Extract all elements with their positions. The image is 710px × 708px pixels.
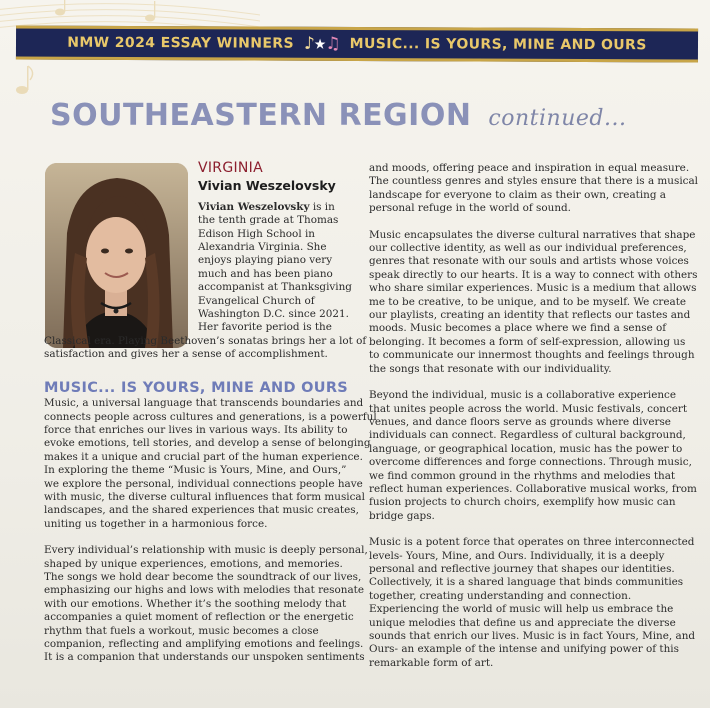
paragraph-line: venues, and dance floors serve as grounds where diverse [369,415,671,428]
paragraph-line: unique melodies that define us and appreciate the diverse [369,616,676,629]
paragraph-line: belonging. It becomes a form of self-expression, allowing us [369,335,686,348]
paragraph-line: Every individual’s relationship with music is deeply personal, [44,544,368,557]
paragraph-line: shaped by unique experiences, emotions, and memories. [44,557,343,570]
paragraph-line: remarkable form of art. [369,656,494,669]
paragraph-line: In exploring the theme “Music is Yours, Mine, and Ours,” [44,464,347,477]
paragraph-line: makes it a unique and crucial part of the human experience. [44,450,363,463]
bio-line: satisfaction and gives her a sense of accomplishment. [44,348,328,361]
paragraph-line: reflect human experiences. Collaborative musical works, from [369,482,697,495]
bio-line: Evangelical Church of [198,294,315,307]
bio-line: accompanist at Thanksgiving [198,281,352,294]
essay-right-paragraphs [369,162,698,670]
paragraph-line: our collective identity, as well as our individual preferences, [369,242,687,255]
paragraph-line: moods. Music becomes a place where we find a sense of [369,322,667,335]
essay-paragraph [44,397,377,531]
paragraph-line: The songs we hold dear become the soundtrack of our lives, [44,570,362,583]
paragraph-line: genres that resonate with our souls and artists whose voices [369,255,689,268]
paragraph-line: evoke emotions, tell stories, and develop a sense of belonging [44,437,371,450]
paragraph-line: levels- Yours, Mine, and Ours. Individually, it is a deeply [369,549,665,562]
bio-line: Classical era. Playing Beethoven’s sonatas brings her a lot of [44,334,367,347]
essay-left-paragraphs [44,397,377,665]
bio-line: Edison High School in [198,227,315,240]
essay-paragraph [44,544,368,665]
paragraph-line: fusion projects to church choirs, exemplify how music can [369,496,676,509]
left-column [44,160,377,678]
paragraph-line: The countless genres and styles ensure that there is a musical [369,175,698,188]
bio-line: Alexandria Virginia. She [198,241,327,254]
essay-paragraph [369,162,698,216]
winner-bio [44,200,367,362]
bio-line: Washington D.C. since 2021. [198,308,349,321]
essay-paragraph [369,389,697,523]
bio-line: enjoys playing piano very [198,254,333,267]
winner-name: Vivian Weszelovsky [198,178,336,194]
bio-line [198,201,339,214]
paragraph-line: Collectively, it is a shared language that binds communities [369,576,684,589]
paragraph-line: with music, the diverse cultural influences that form musical [44,490,365,503]
paragraph-line: me to be creative, to be unique, and to be myself. We create [369,295,687,308]
bio-line: the tenth grade at Thomas [198,214,339,227]
paragraph-line: connects people across cultures and generations, is a powerful [44,410,377,423]
paragraph-line: who share similar experiences. Music is a medium that allows [369,282,697,295]
paragraph-line: bridge gaps. [369,509,435,522]
paragraph-line: the songs that resonate with our individuality. [369,362,612,375]
paragraph-line: accompanies a quiet moment of reflection or the energetic [44,611,354,624]
paragraph-line: landscape for everyone to claim as their own, creating a [369,188,666,201]
essay-paragraph [369,228,698,376]
music-notes-icon: ♪★♫ [303,33,340,54]
region-heading [50,98,626,133]
paragraph-line: we find common ground in the rhythms and melodies that [369,469,676,482]
paragraph-line: Ours- an example of the intense and unifying power of this [369,643,679,656]
essay-title: MUSIC... IS YOURS, MINE AND OURS [44,379,349,396]
paragraph-line: our playlists, creating an identity that reflects our tastes and [369,309,691,322]
paragraph-line: It is a companion that understands our unspoken sentiments [44,651,365,664]
paragraph-line: with our emotions. Whether it’s the soothing melody that [44,597,347,610]
paragraph-line: individuals can connect. Regardless of cultural background, [369,429,686,442]
paragraph-line: uniting us together in a harmonious force. [44,517,268,530]
bio-line: much and has been piano [198,267,333,280]
paragraph-line: emphasizing our highs and lows with melodies that resonate [44,584,364,597]
paragraph-line: personal refuge in the world of sound. [369,202,571,215]
paragraph-line: landscapes, and the shared experiences that music creates, [44,504,359,517]
winner-state: VIRGINIA [198,160,263,176]
paragraph-line: together, creating understanding and connection. [369,589,632,602]
banner-right-text: MUSIC... IS YOURS, MINE AND OURS [349,35,647,54]
paragraph-line: that unites people across the world. Music festivals, concert [369,402,688,415]
paragraph-line: rhythm that fuels a workout, music becomes a close [44,624,319,637]
bio-line: Her favorite period is the [198,321,332,334]
region-continued: continued... [488,106,627,131]
paragraph-line: Music encapsulates the diverse cultural narratives that shape [369,228,696,241]
paragraph-line: Experiencing the world of music will help us embrace the [369,603,674,616]
paragraph-line: Music, a universal language that transcends boundaries and [44,397,364,410]
paragraph-line: overcome differences and forge connections. Through music, [369,456,692,469]
paragraph-line: Beyond the individual, music is a collaborative experience [369,389,677,402]
essay-paragraph [369,536,696,670]
paragraph-line: we explore the personal, individual connections people have [44,477,363,490]
paragraph-line: language, or geographical location, music has the power to [369,442,683,455]
paragraph-line: companion, reflecting and amplifying emotions and feelings. [44,638,364,650]
region-title: SOUTHEASTERN REGION [50,98,472,133]
right-column [369,162,698,683]
paragraph-line: Music is a potent force that operates on three interconnected [369,536,695,549]
header-banner [16,26,698,63]
paragraph-line: and moods, offering peace and inspiration in equal measure. [369,162,690,174]
paragraph-line: force that enriches our lives in various ways. Its ability to [44,423,348,436]
banner-left-text: NMW 2024 ESSAY WINNERS [67,34,295,52]
paragraph-line: speak directly to our hearts. It is a way to connect with others [369,268,698,281]
bio-name-bold: Vivian Weszelovsky [198,200,310,213]
paragraph-line: sounds that enrich our lives. Music is in fact Yours, Mine, and [369,630,696,642]
paragraph-line: personal and reflective journey that shapes our identities. [369,562,675,575]
bio-text: is in [309,200,335,213]
paragraph-line: to communicate our innermost thoughts and feelings through [369,349,695,362]
